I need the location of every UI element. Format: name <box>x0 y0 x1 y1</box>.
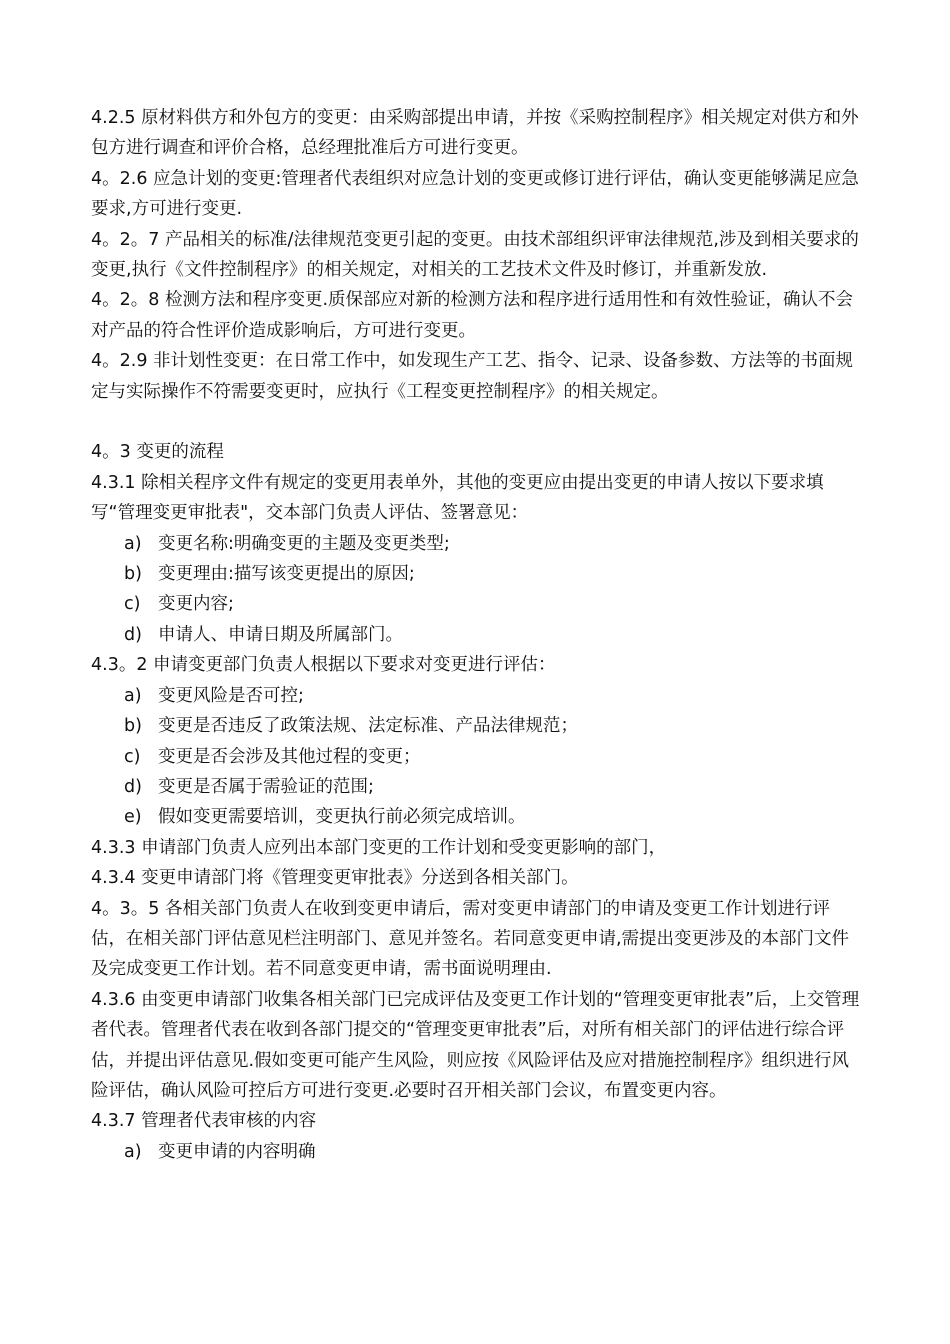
list-marker: a) <box>124 1141 142 1162</box>
list-item <box>91 620 861 650</box>
clause-4-3-6: 4.3.6 由变更申请部门收集各相关部门已完成评估及变更工作计划的“管理变更审批表”后，上交管理者代表。管理者代表在收到各部门提交的“管理变更审批表”后，对所有相关部门的评估进行综合评估，并提出评估意见.假如变更可能产生风险，则应按《风险评估及应对措施控制程序》组织进行风险评估，确认风险可控后方可进行变更.必要时召开相关部门会议，布置变更内容。 <box>91 989 860 1101</box>
list-item <box>91 1137 861 1167</box>
list-item-text: 变更理由:描写该变更提出的原因; <box>158 564 415 585</box>
clause-4-3-1: 4.3.1 除相关程序文件有规定的变更用表单外，其他的变更应由提出变更的申请人按以下要求填写“管理变更审批表"，交本部门负责人评估、签署意见： <box>91 472 824 524</box>
clause-4-3-3: 4.3.3 申请部门负责人应列出本部门变更的工作计划和受变更影响的部门， <box>91 837 667 858</box>
list-item-text: 变更名称:明确变更的主题及变更类型; <box>158 533 450 554</box>
list-item-text: 假如变更需要培训，变更执行前必须完成培训。 <box>158 807 526 828</box>
list-item-text: 变更申请的内容明确 <box>158 1141 316 1162</box>
list-marker: d) <box>124 776 142 797</box>
list-item <box>91 529 861 559</box>
list-item <box>91 742 861 772</box>
section-heading-4-3: 4。3 变更的流程 <box>91 442 224 463</box>
clause-4-2-5: 4.2.5 原材料供方和外包方的变更：由采购部提出申请，并按《采购控制程序》相关规定对供方和外包方进行调查和评价合格，总经理批准后方可进行变更。 <box>91 108 859 159</box>
clause-4-3-7: 4.3.7 管理者代表审核的内容 <box>91 1111 317 1132</box>
list-item-text: 变更风险是否可控; <box>158 685 304 706</box>
list-item <box>91 559 861 589</box>
list-marker: a) <box>124 685 142 706</box>
clause-4-3-4: 4.3.4 变更申请部门将《管理变更审批表》分送到各相关部门。 <box>91 868 579 889</box>
list-marker: a) <box>124 533 142 554</box>
blank-line <box>91 407 861 437</box>
clause-4-2-8: 4。2。8 检测方法和程序变更.质保部应对新的检测方法和程序进行适用性和有效性验证，确认不会对产品的符合性评价造成影响后，方可进行变更。 <box>91 290 854 341</box>
list-marker: e) <box>124 807 142 828</box>
clause-4-3-5: 4。3。5 各相关部门负责人在收到变更申请后，需对变更申请部门的申请及变更工作计划进行评估，在相关部门评估意见栏注明部门、意见并签名。若同意变更申请,需提出变更涉及的本部门文件及完成变更工作计划。若不同意变更申请，需书面说明理由. <box>91 898 850 980</box>
list-item <box>91 802 861 832</box>
clause-4-2-6: 4。2.6 应急计划的变更:管理者代表组织对应急计划的变更或修订进行评估，确认变更能够满足应急要求,方可进行变更. <box>91 168 859 220</box>
clause-4-2-7: 4。2。7 产品相关的标准/法律规范变更引起的变更。由技术部组织评审法律规范,涉及到相关要求的变更,执行《文件控制程序》的相关规定，对相关的工艺技术文件及时修订，并重新发放. <box>91 229 859 281</box>
list-item <box>91 772 861 802</box>
list-marker: b) <box>124 564 142 585</box>
list-item-text: 变更内容; <box>158 594 234 615</box>
list-item-text: 申请人、申请日期及所属部门。 <box>158 624 403 645</box>
list-item-text: 变更是否会涉及其他过程的变更； <box>158 746 421 767</box>
document-page <box>91 103 861 1167</box>
list-item <box>91 681 861 711</box>
list-item <box>91 589 861 619</box>
list-marker: c) <box>124 594 141 615</box>
clause-4-3-2: 4.3。2 申请变更部门负责人根据以下要求对变更进行评估： <box>91 655 556 676</box>
list-marker: c) <box>124 746 141 767</box>
list-item <box>91 711 861 741</box>
list-item-text: 变更是否违反了政策法规、法定标准、产品法律规范； <box>158 716 578 737</box>
list-item-text: 变更是否属于需验证的范围; <box>158 776 374 797</box>
list-marker: d) <box>124 624 142 645</box>
list-marker: b) <box>124 716 142 737</box>
clause-4-2-9: 4。2.9 非计划性变更：在日常工作中，如发现生产工艺、指令、记录、设备参数、方法等的书面规定与实际操作不符需要变更时，应执行《工程变更控制程序》的相关规定。 <box>91 351 854 402</box>
